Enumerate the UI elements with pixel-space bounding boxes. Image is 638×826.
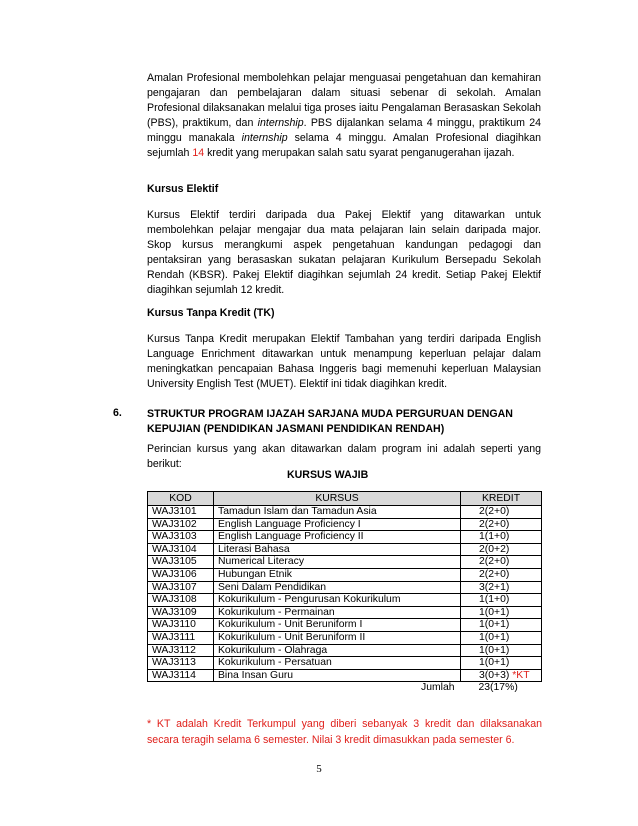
cell-kredit: 1(0+1) — [461, 644, 542, 657]
cell-kod: WAJ3109 — [148, 606, 214, 619]
table-row — [148, 518, 542, 531]
table-row — [148, 619, 542, 632]
total-row — [148, 682, 542, 694]
cell-kod: WAJ3107 — [148, 581, 214, 594]
cell-kredit: 3(2+1) — [461, 581, 542, 594]
kt-mark: *KT — [512, 669, 530, 681]
cell-kod: WAJ3112 — [148, 644, 214, 657]
cell-kredit: 1(0+1) — [461, 606, 542, 619]
kursus-tk-heading: Kursus Tanpa Kredit (TK) — [147, 307, 275, 319]
cell-kod: WAJ3104 — [148, 543, 214, 556]
cell-kredit — [461, 669, 542, 682]
cell-kredit: 1(0+1) — [461, 619, 542, 632]
kt-footnote: * KT adalah Kredit Terkumpul yang diberi sebanyak 3 kredit dan dilaksanakan secara teragih selama 6 semester. Nilai 3 kredit dimasukkan pada semester 6. — [147, 718, 542, 746]
header-kredit: KREDIT — [461, 492, 542, 506]
cell-kod: WAJ3101 — [148, 506, 214, 519]
cell-kod: WAJ3102 — [148, 518, 214, 531]
table-body — [148, 506, 542, 694]
cell-kredit: 1(0+1) — [461, 631, 542, 644]
cell-kursus: Kokurikulum - Olahraga — [214, 644, 461, 657]
cell-kredit: 1(1+0) — [461, 531, 542, 544]
cell-kredit: 1(0+1) — [461, 657, 542, 670]
table-row — [148, 506, 542, 519]
cell-kredit: 1(1+0) — [461, 594, 542, 607]
cell-kod: WAJ3114 — [148, 669, 214, 682]
table-row — [148, 669, 542, 682]
cell-kod: WAJ3111 — [148, 631, 214, 644]
kursus-tk-paragraph: Kursus Tanpa Kredit merupakan Elektif Tambahan yang terdiri daripada English Language Enrichment ditawarkan untuk menampung keperluan pelajar dalam meningkatkan pencapaian Bahasa Inggeris bagi memenuhi keperluan Malaysian University English Test (MUET). Elektif ini tidak diagihkan kredit. — [147, 333, 541, 390]
kursus-elektif-paragraph: Kursus Elektif terdiri daripada dua Pakej Elektif yang ditawarkan untuk membolehkan pelajar mengajar dua mata pelajaran lain selain daripada major. Skop kursus merangkumi aspek pengetahuan kandungan pedagogi dan pentaksiran yang berasaskan sukatan pelajaran Kurikulum Bersepadu Sekolah Rendah (KBSR). Pakej Elektif diagihkan sejumlah 24 kredit. Setiap Pakej Elektif diagihkan sejumlah 12 kredit. — [147, 209, 541, 296]
cell-kod: WAJ3106 — [148, 568, 214, 581]
total-label: Jumlah — [421, 682, 455, 694]
table-title: KURSUS WAJIB — [287, 469, 369, 481]
cell-kursus: Kokurikulum - Permainan — [214, 606, 461, 619]
table-row — [148, 606, 542, 619]
internship-term: internship — [241, 132, 288, 144]
table-row — [148, 568, 542, 581]
internship-term: internship — [257, 117, 304, 129]
cell-kursus: Bina Insan Guru — [214, 669, 461, 682]
section-number: 6. — [113, 407, 122, 419]
p1-text-d: kredit yang merupakan salah satu syarat penganugerahan ijazah. — [204, 147, 515, 159]
kursus-elektif-heading: Kursus Elektif — [147, 183, 219, 195]
table-row — [148, 581, 542, 594]
total-value: 23(17%) — [478, 682, 518, 694]
table-row — [148, 657, 542, 670]
page-number: 5 — [316, 763, 322, 775]
cell-kod: WAJ3110 — [148, 619, 214, 632]
cell-kursus: Kokurikulum - Persatuan — [214, 657, 461, 670]
cell-kursus: Seni Dalam Pendidikan — [214, 581, 461, 594]
cell-kursus: Kokurikulum - Pengurusan Kokurikulum — [214, 594, 461, 607]
cell-kredit: 2(0+2) — [461, 543, 542, 556]
cell-kod: WAJ3108 — [148, 594, 214, 607]
kredit-value: 3(0+3) — [479, 669, 510, 681]
table-row — [148, 556, 542, 569]
cell-kod: WAJ3113 — [148, 657, 214, 670]
p1-text-b: . PBS dijalankan selama 4 minggu, praktikum 24 minggu manakala — [147, 117, 541, 144]
section-title: STRUKTUR PROGRAM IJAZAH SARJANA MUDA PERGURUAN DENGAN KEPUJIAN (PENDIDIKAN JASMANI PENDIDIKAN RENDAH) — [147, 408, 513, 435]
cell-kredit: 2(2+0) — [461, 518, 542, 531]
table-row — [148, 644, 542, 657]
amalan-profesional-paragraph — [147, 71, 541, 161]
header-kursus: KURSUS — [214, 492, 461, 506]
kursus-wajib-table — [147, 491, 542, 694]
cell-kursus: Tamadun Islam dan Tamadun Asia — [214, 506, 461, 519]
cell-kursus: English Language Proficiency I — [214, 518, 461, 531]
cell-kod: WAJ3103 — [148, 531, 214, 544]
cell-kursus: Numerical Literacy — [214, 556, 461, 569]
cell-kursus: English Language Proficiency II — [214, 531, 461, 544]
p1-text-c: selama 4 minggu. Amalan Profesional diagihkan sejumlah — [147, 132, 541, 159]
cell-kod: WAJ3105 — [148, 556, 214, 569]
table-row — [148, 531, 542, 544]
credit-number: 14 — [192, 147, 205, 159]
cell-kursus: Literasi Bahasa — [214, 543, 461, 556]
cell-kredit: 2(2+0) — [461, 556, 542, 569]
cell-kursus: Kokurikulum - Unit Beruniform I — [214, 619, 461, 632]
table-header-row — [148, 492, 542, 506]
cell-kursus: Kokurikulum - Unit Beruniform II — [214, 631, 461, 644]
section-intro: Perincian kursus yang akan ditawarkan dalam program ini adalah seperti yang berikut: — [147, 443, 541, 470]
cell-kursus: Hubungan Etnik — [214, 568, 461, 581]
table-row — [148, 543, 542, 556]
table-row — [148, 631, 542, 644]
table-row — [148, 594, 542, 607]
cell-kredit: 2(2+0) — [461, 568, 542, 581]
header-kod: KOD — [148, 492, 214, 506]
cell-kredit: 2(2+0) — [461, 506, 542, 519]
p1-text-a: Amalan Profesional membolehkan pelajar menguasai pengetahuan dan kemahiran pengajaran dan pembelajaran dalam situasi sebenar di sekolah. Amalan Profesional dilaksanakan melalui tiga proses iaitu Pengalaman Berasaskan Sekolah (PBS), praktikum, dan — [147, 72, 541, 129]
